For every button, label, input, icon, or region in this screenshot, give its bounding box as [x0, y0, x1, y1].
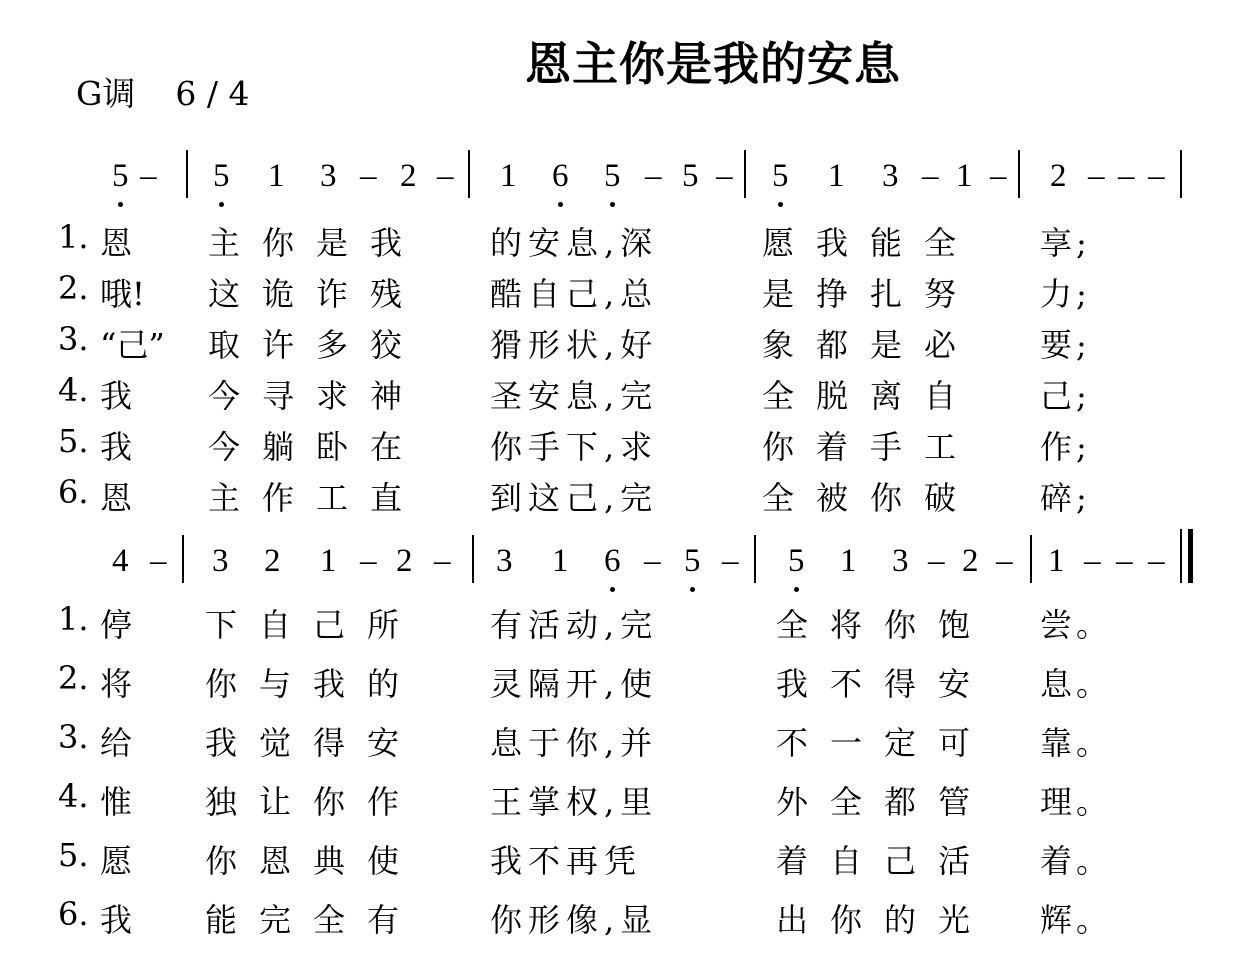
verse-number: 3.: [58, 718, 89, 756]
lyric-segment: “己”: [100, 326, 165, 364]
note-5: 5: [788, 543, 805, 579]
note-2: 2: [400, 158, 417, 194]
note-dash: –: [1084, 543, 1101, 579]
note-dash: –: [360, 543, 377, 579]
lyric-line: [0, 895, 1238, 939]
lyric-segment: 惟: [100, 783, 133, 821]
note-3: 3: [892, 543, 909, 579]
notation-row-2: [0, 543, 1238, 583]
lyric-segment: 全将你饱: [776, 606, 993, 644]
bar-line: [1180, 150, 1182, 198]
lyric-segment: 今寻求神: [208, 377, 425, 415]
note-6: 6: [604, 543, 621, 579]
note-dash: –: [716, 158, 733, 194]
note-2: 2: [1050, 158, 1067, 194]
note-dash: –: [722, 543, 739, 579]
key-time-signature: [76, 68, 249, 115]
bar-line: [182, 535, 184, 583]
low-octave-dot: [794, 587, 799, 592]
lyric-segment: 靠。: [1040, 724, 1113, 762]
lyric-segment: 将: [100, 665, 133, 703]
lyric-segment: 享;: [1040, 224, 1091, 262]
note-dash: –: [1088, 158, 1105, 194]
lyric-segment: 理。: [1040, 783, 1113, 821]
lyric-line: [0, 718, 1238, 762]
note-2: 2: [396, 543, 413, 579]
lyric-segment: 你形像,显: [490, 901, 659, 939]
lyric-segment: 着。: [1040, 842, 1113, 880]
lyric-segment: 独让你作: [205, 783, 422, 821]
lyric-segment: 的安息,深: [490, 224, 659, 262]
lyric-segment: 今躺卧在: [208, 428, 425, 466]
note-dash: –: [1148, 543, 1165, 579]
final-bar-thick: [1188, 529, 1193, 583]
lyric-segment: 我不再凭: [490, 842, 643, 880]
lyric-segment: 哦!: [100, 275, 145, 313]
lyric-segment: 要;: [1040, 326, 1091, 364]
lyric-segment: 你与我的: [205, 665, 422, 703]
lyric-segment: 圣安息,完: [490, 377, 659, 415]
note-3: 3: [212, 543, 229, 579]
lyric-line: [0, 371, 1238, 415]
note-3: 3: [320, 158, 337, 194]
verse-number: 5.: [58, 422, 89, 460]
note-1: 1: [840, 543, 857, 579]
lyric-line: [0, 320, 1238, 364]
lyric-segment: 我: [100, 428, 133, 466]
lyric-line: [0, 777, 1238, 821]
lyric-segment: 酷自己,总: [490, 275, 659, 313]
verse-number: 1.: [58, 218, 89, 256]
lyric-line: [0, 269, 1238, 313]
lyric-line: [0, 600, 1238, 644]
note-5: 5: [112, 158, 129, 194]
lyric-segment: 有活动,完: [490, 606, 659, 644]
lyric-segment: 着自己活: [776, 842, 993, 880]
low-octave-dot: [610, 587, 615, 592]
lyric-line: [0, 218, 1238, 262]
note-1: 1: [268, 158, 285, 194]
key-signature: G调: [76, 74, 136, 113]
lyric-segment: 下自己所: [205, 606, 422, 644]
lyric-segment: 给: [100, 724, 133, 762]
lyric-line: [0, 422, 1238, 466]
hymn-title: 恩主你是我的安息: [525, 37, 901, 91]
lyric-segment: 是挣扎努: [762, 275, 979, 313]
note-2: 2: [962, 543, 979, 579]
note-1: 1: [320, 543, 337, 579]
note-5: 5: [684, 543, 701, 579]
verse-number: 3.: [58, 320, 89, 358]
lyric-segment: 全被你破: [762, 479, 979, 517]
lyric-segment: 你恩典使: [205, 842, 422, 880]
note-dash: –: [996, 543, 1013, 579]
note-dash: –: [645, 158, 662, 194]
note-1: 1: [552, 543, 569, 579]
lyric-segment: 碎;: [1040, 479, 1091, 517]
bar-line: [1018, 150, 1020, 198]
note-1: 1: [956, 158, 973, 194]
note-dash: –: [437, 158, 454, 194]
bar-line: [754, 535, 756, 583]
final-bar-thin: [1180, 529, 1182, 583]
lyric-segment: 这诡诈残: [208, 275, 425, 313]
lyric-segment: 作;: [1040, 428, 1091, 466]
note-4: 4: [112, 543, 129, 579]
lyric-line: [0, 659, 1238, 703]
note-5: 5: [213, 158, 230, 194]
note-dash: –: [1116, 543, 1133, 579]
lyric-segment: 猾形状,好: [490, 326, 659, 364]
lyric-segment: 你着手工: [762, 428, 979, 466]
bar-line: [472, 535, 474, 583]
bar-line: [1030, 535, 1032, 583]
lyric-segment: 停: [100, 606, 133, 644]
note-dash: –: [644, 543, 661, 579]
lyric-segment: 力;: [1040, 275, 1091, 313]
lyric-segment: 我不得安: [776, 665, 993, 703]
lyric-segment: 出你的光: [776, 901, 993, 939]
note-1: 1: [500, 158, 517, 194]
note-dash: –: [1118, 158, 1135, 194]
lyric-segment: 我: [100, 901, 133, 939]
lyric-segment: 你手下,求: [490, 428, 659, 466]
lyric-segment: 能完全有: [205, 901, 422, 939]
lyric-segment: 息于你,并: [490, 724, 659, 762]
low-octave-dot: [219, 202, 224, 207]
verse-number: 4.: [58, 777, 89, 815]
lyric-segment: 我觉得安: [205, 724, 422, 762]
lyric-segment: 我: [100, 377, 133, 415]
verse-number: 6.: [58, 473, 89, 511]
note-3: 3: [882, 158, 899, 194]
note-dash: –: [1148, 158, 1165, 194]
verse-number: 2.: [58, 659, 89, 697]
note-dash: –: [922, 158, 939, 194]
note-2: 2: [264, 543, 281, 579]
bar-line: [468, 150, 470, 198]
lyric-segment: 王掌权,里: [490, 783, 659, 821]
note-dash: –: [140, 158, 157, 194]
lyric-segment: 己;: [1040, 377, 1091, 415]
low-octave-dot: [610, 202, 615, 207]
verse-number: 4.: [58, 371, 89, 409]
note-1: 1: [828, 158, 845, 194]
lyric-segment: 辉。: [1040, 901, 1113, 939]
note-dash: –: [360, 158, 377, 194]
verse-number: 1.: [58, 600, 89, 638]
lyric-segment: 息。: [1040, 665, 1113, 703]
note-5: 5: [604, 158, 621, 194]
low-octave-dot: [690, 587, 695, 592]
lyric-line: [0, 473, 1238, 517]
lyric-segment: 主你是我: [208, 224, 425, 262]
verse-number: 5.: [58, 836, 89, 874]
lyric-segment: 象都是必: [762, 326, 979, 364]
lyric-segment: 尝。: [1040, 606, 1113, 644]
lyric-segment: 愿我能全: [762, 224, 979, 262]
note-1: 1: [1048, 543, 1065, 579]
note-6: 6: [552, 158, 569, 194]
note-5: 5: [772, 158, 789, 194]
lyric-segment: 恩: [100, 479, 133, 517]
notation-row-1: [0, 158, 1238, 198]
verse-number: 6.: [58, 895, 89, 933]
lyric-segment: 不一定可: [776, 724, 993, 762]
lyric-line: [0, 836, 1238, 880]
bar-line: [744, 150, 746, 198]
note-5: 5: [682, 158, 699, 194]
note-3: 3: [496, 543, 513, 579]
lyric-segment: 取许多狡: [208, 326, 425, 364]
note-dash: –: [990, 158, 1007, 194]
note-dash: –: [928, 543, 945, 579]
lyric-segment: 灵隔开,使: [490, 665, 659, 703]
low-octave-dot: [558, 202, 563, 207]
lyric-segment: 全脱离自: [762, 377, 979, 415]
lyric-segment: 主作工直: [208, 479, 425, 517]
note-dash: –: [434, 543, 451, 579]
verse-number: 2.: [58, 269, 89, 307]
bar-line: [186, 150, 188, 198]
low-octave-dot: [118, 202, 123, 207]
lyric-segment: 外全都管: [776, 783, 993, 821]
low-octave-dot: [778, 202, 783, 207]
lyric-segment: 愿: [100, 842, 133, 880]
lyric-segment: 恩: [100, 224, 133, 262]
note-dash: –: [150, 543, 167, 579]
lyric-segment: 到这己,完: [490, 479, 659, 517]
time-signature: 6 / 4: [175, 74, 250, 113]
